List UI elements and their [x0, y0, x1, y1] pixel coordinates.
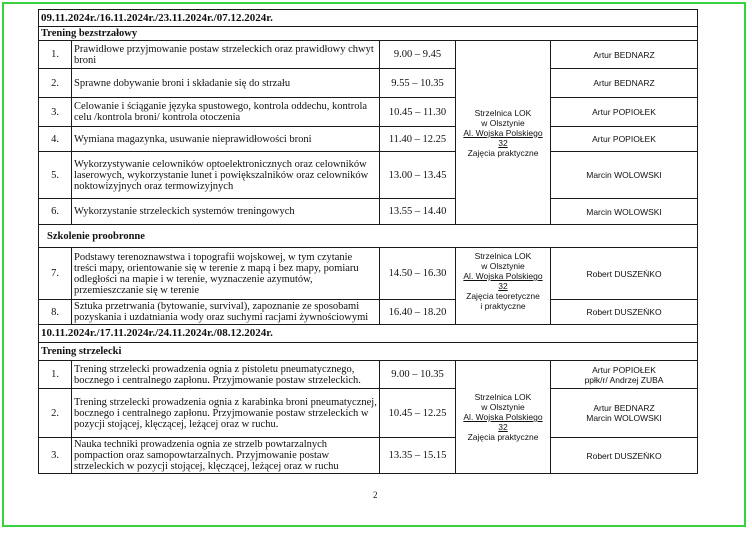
- row-description: Sprawne dobywanie broni i składanie się do strzału: [72, 69, 380, 98]
- row-instructor: Artur BEDNARZ: [593, 403, 655, 413]
- row-time: 11.40 – 12.25: [380, 127, 456, 152]
- row-time: 10.45 – 12.25: [380, 389, 456, 438]
- date-header-row: [39, 325, 698, 343]
- row-description: Trening strzelecki prowadzenia ognia z pistoletu pneumatycznego, bocznego i centralnego zapłonu. Przyjmowanie postaw strzeleckich.: [72, 361, 380, 389]
- row-number: 7.: [39, 248, 72, 300]
- table-row: [39, 389, 698, 438]
- row-number: 3.: [39, 438, 72, 474]
- section-title: Trening strzelecki: [39, 343, 698, 361]
- table-row: [39, 438, 698, 474]
- row-instructor: Marcin WOLOWSKI: [551, 152, 698, 199]
- location-cell: [456, 41, 551, 225]
- row-description: Wykorzystywanie celowników optoelektronicznych oraz celowników laserowych, wykorzystanie lunet i powiększalników oraz celowników noktowizyjnych oraz termowizyjnych: [72, 152, 380, 199]
- row-description: Sztuka przetrwania (bytowanie, survival), zapoznanie ze sposobami pozyskania i uzdatniania wody oraz suchymi racjami żywnościowymi: [72, 300, 380, 325]
- location-address: Al. Wojska Polskiego 32: [463, 127, 543, 148]
- location-line: w Olsztynie: [481, 117, 525, 128]
- row-time: 13.55 – 14.40: [380, 199, 456, 225]
- page-number: 2: [373, 490, 378, 500]
- row-time: 10.45 – 11.30: [380, 98, 456, 127]
- row-description: Wykorzystanie strzeleckich systemów treningowych: [72, 199, 380, 225]
- location-line: Zajęcia teoretyczne: [466, 291, 540, 301]
- location-line: Zajęcia praktyczne: [467, 147, 539, 158]
- location-line: Zajęcia praktyczne: [467, 432, 539, 442]
- row-instructor-2: ppłk/r/ Andrzej ZUBA: [584, 374, 664, 385]
- row-time: 9.00 – 10.35: [380, 361, 456, 389]
- location-line: Strzelnica LOK: [474, 251, 532, 261]
- section-title: Szkolenie proobronne: [39, 225, 698, 248]
- row-number: 8.: [39, 300, 72, 325]
- row-description: Trening strzelecki prowadzenia ognia z karabinka broni pneumatycznej, bocznego i centralnego zapłonu. Przyjmowanie postaw strzeleckich w pozycji stojącej, klęczącej, leżącej oraz w ruchu.: [72, 389, 380, 438]
- row-number: 6.: [39, 199, 72, 225]
- row-time: 16.40 – 18.20: [380, 300, 456, 325]
- location-address: Al. Wojska Polskiego 32: [463, 271, 543, 291]
- row-instructor: Artur BEDNARZ: [551, 69, 698, 98]
- row-description: Nauka techniki prowadzenia ognia ze strzelb powtarzalnych pompaction oraz samopowtarzalnych. Przyjmowanie postaw strzeleckich w pozycji stojącej, klęczącej, leżącej oraz w ruchu: [72, 438, 380, 474]
- schedule-table: [38, 9, 698, 474]
- row-time: 13.35 – 15.15: [380, 438, 456, 474]
- row-instructor-cell: [551, 389, 698, 438]
- row-description: Celowanie i ściąganie języka spustowego, kontrola oddechu, kontrola celu /kontrola broni/ kontrola otoczenia: [72, 98, 380, 127]
- row-instructor: Artur POPIOŁEK: [551, 127, 698, 152]
- row-instructor: Robert DUSZEŃKO: [551, 300, 698, 325]
- row-time: 14.50 – 16.30: [380, 248, 456, 300]
- row-instructor: Marcin WOLOWSKI: [551, 199, 698, 225]
- row-number: 2.: [39, 389, 72, 438]
- row-instructor: Artur BEDNARZ: [551, 41, 698, 69]
- row-description: Podstawy terenoznawstwa i topografii wojskowej, w tym czytanie treści mapy, orientowanie się w terenie z mapą i bez mapy, pomiaru odległości na mapie i w terenie, wyznaczenie azymutów, przemieszczanie się w terenie: [72, 248, 380, 300]
- row-number: 1.: [39, 361, 72, 389]
- row-instructor: Artur POPIOŁEK: [551, 98, 698, 127]
- location-line: w Olsztynie: [481, 402, 525, 412]
- section-row: [39, 343, 698, 361]
- row-description: Wymiana magazynka, usuwanie nieprawidłowości broni: [72, 127, 380, 152]
- table-row: [39, 152, 698, 199]
- row-description: Prawidłowe przyjmowanie postaw strzeleckich oraz prawidłowy chwyt broni: [72, 41, 380, 69]
- table-row: [39, 41, 698, 69]
- date-header: 10.11.2024r./17.11.2024r./24.11.2024r./08.12.2024r.: [39, 325, 698, 343]
- row-instructor-cell: [551, 361, 698, 389]
- row-instructor: Artur POPIOŁEK: [592, 364, 656, 375]
- section-row: [39, 27, 698, 41]
- row-number: 2.: [39, 69, 72, 98]
- row-time: 13.00 – 13.45: [380, 152, 456, 199]
- row-time: 9.55 – 10.35: [380, 69, 456, 98]
- table-row: [39, 300, 698, 325]
- date-header-row: [39, 10, 698, 27]
- row-instructor-2: Marcin WOLOWSKI: [586, 413, 662, 423]
- table-row: [39, 361, 698, 389]
- section-title: Trening bezstrzałowy: [39, 27, 698, 41]
- location-line: i praktyczne: [480, 301, 526, 311]
- table-row: [39, 199, 698, 225]
- row-instructor: Robert DUSZEŃKO: [551, 438, 698, 474]
- row-number: 1.: [39, 41, 72, 69]
- location-cell: [456, 248, 551, 325]
- row-number: 5.: [39, 152, 72, 199]
- date-header: 09.11.2024r./16.11.2024r./23.11.2024r./07.12.2024r.: [39, 10, 698, 27]
- row-instructor: Robert DUSZEŃKO: [551, 248, 698, 300]
- location-line: Strzelnica LOK: [474, 392, 532, 402]
- row-number: 3.: [39, 98, 72, 127]
- table-row: [39, 248, 698, 300]
- location-line: Strzelnica LOK: [474, 107, 532, 118]
- location-line: w Olsztynie: [481, 261, 525, 271]
- section-row: [39, 225, 698, 248]
- location-address: Al. Wojska Polskiego 32: [463, 412, 543, 432]
- location-cell: [456, 361, 551, 474]
- table-row: [39, 69, 698, 98]
- row-number: 4.: [39, 127, 72, 152]
- table-row: [39, 127, 698, 152]
- table-row: [39, 98, 698, 127]
- row-time: 9.00 – 9.45: [380, 41, 456, 69]
